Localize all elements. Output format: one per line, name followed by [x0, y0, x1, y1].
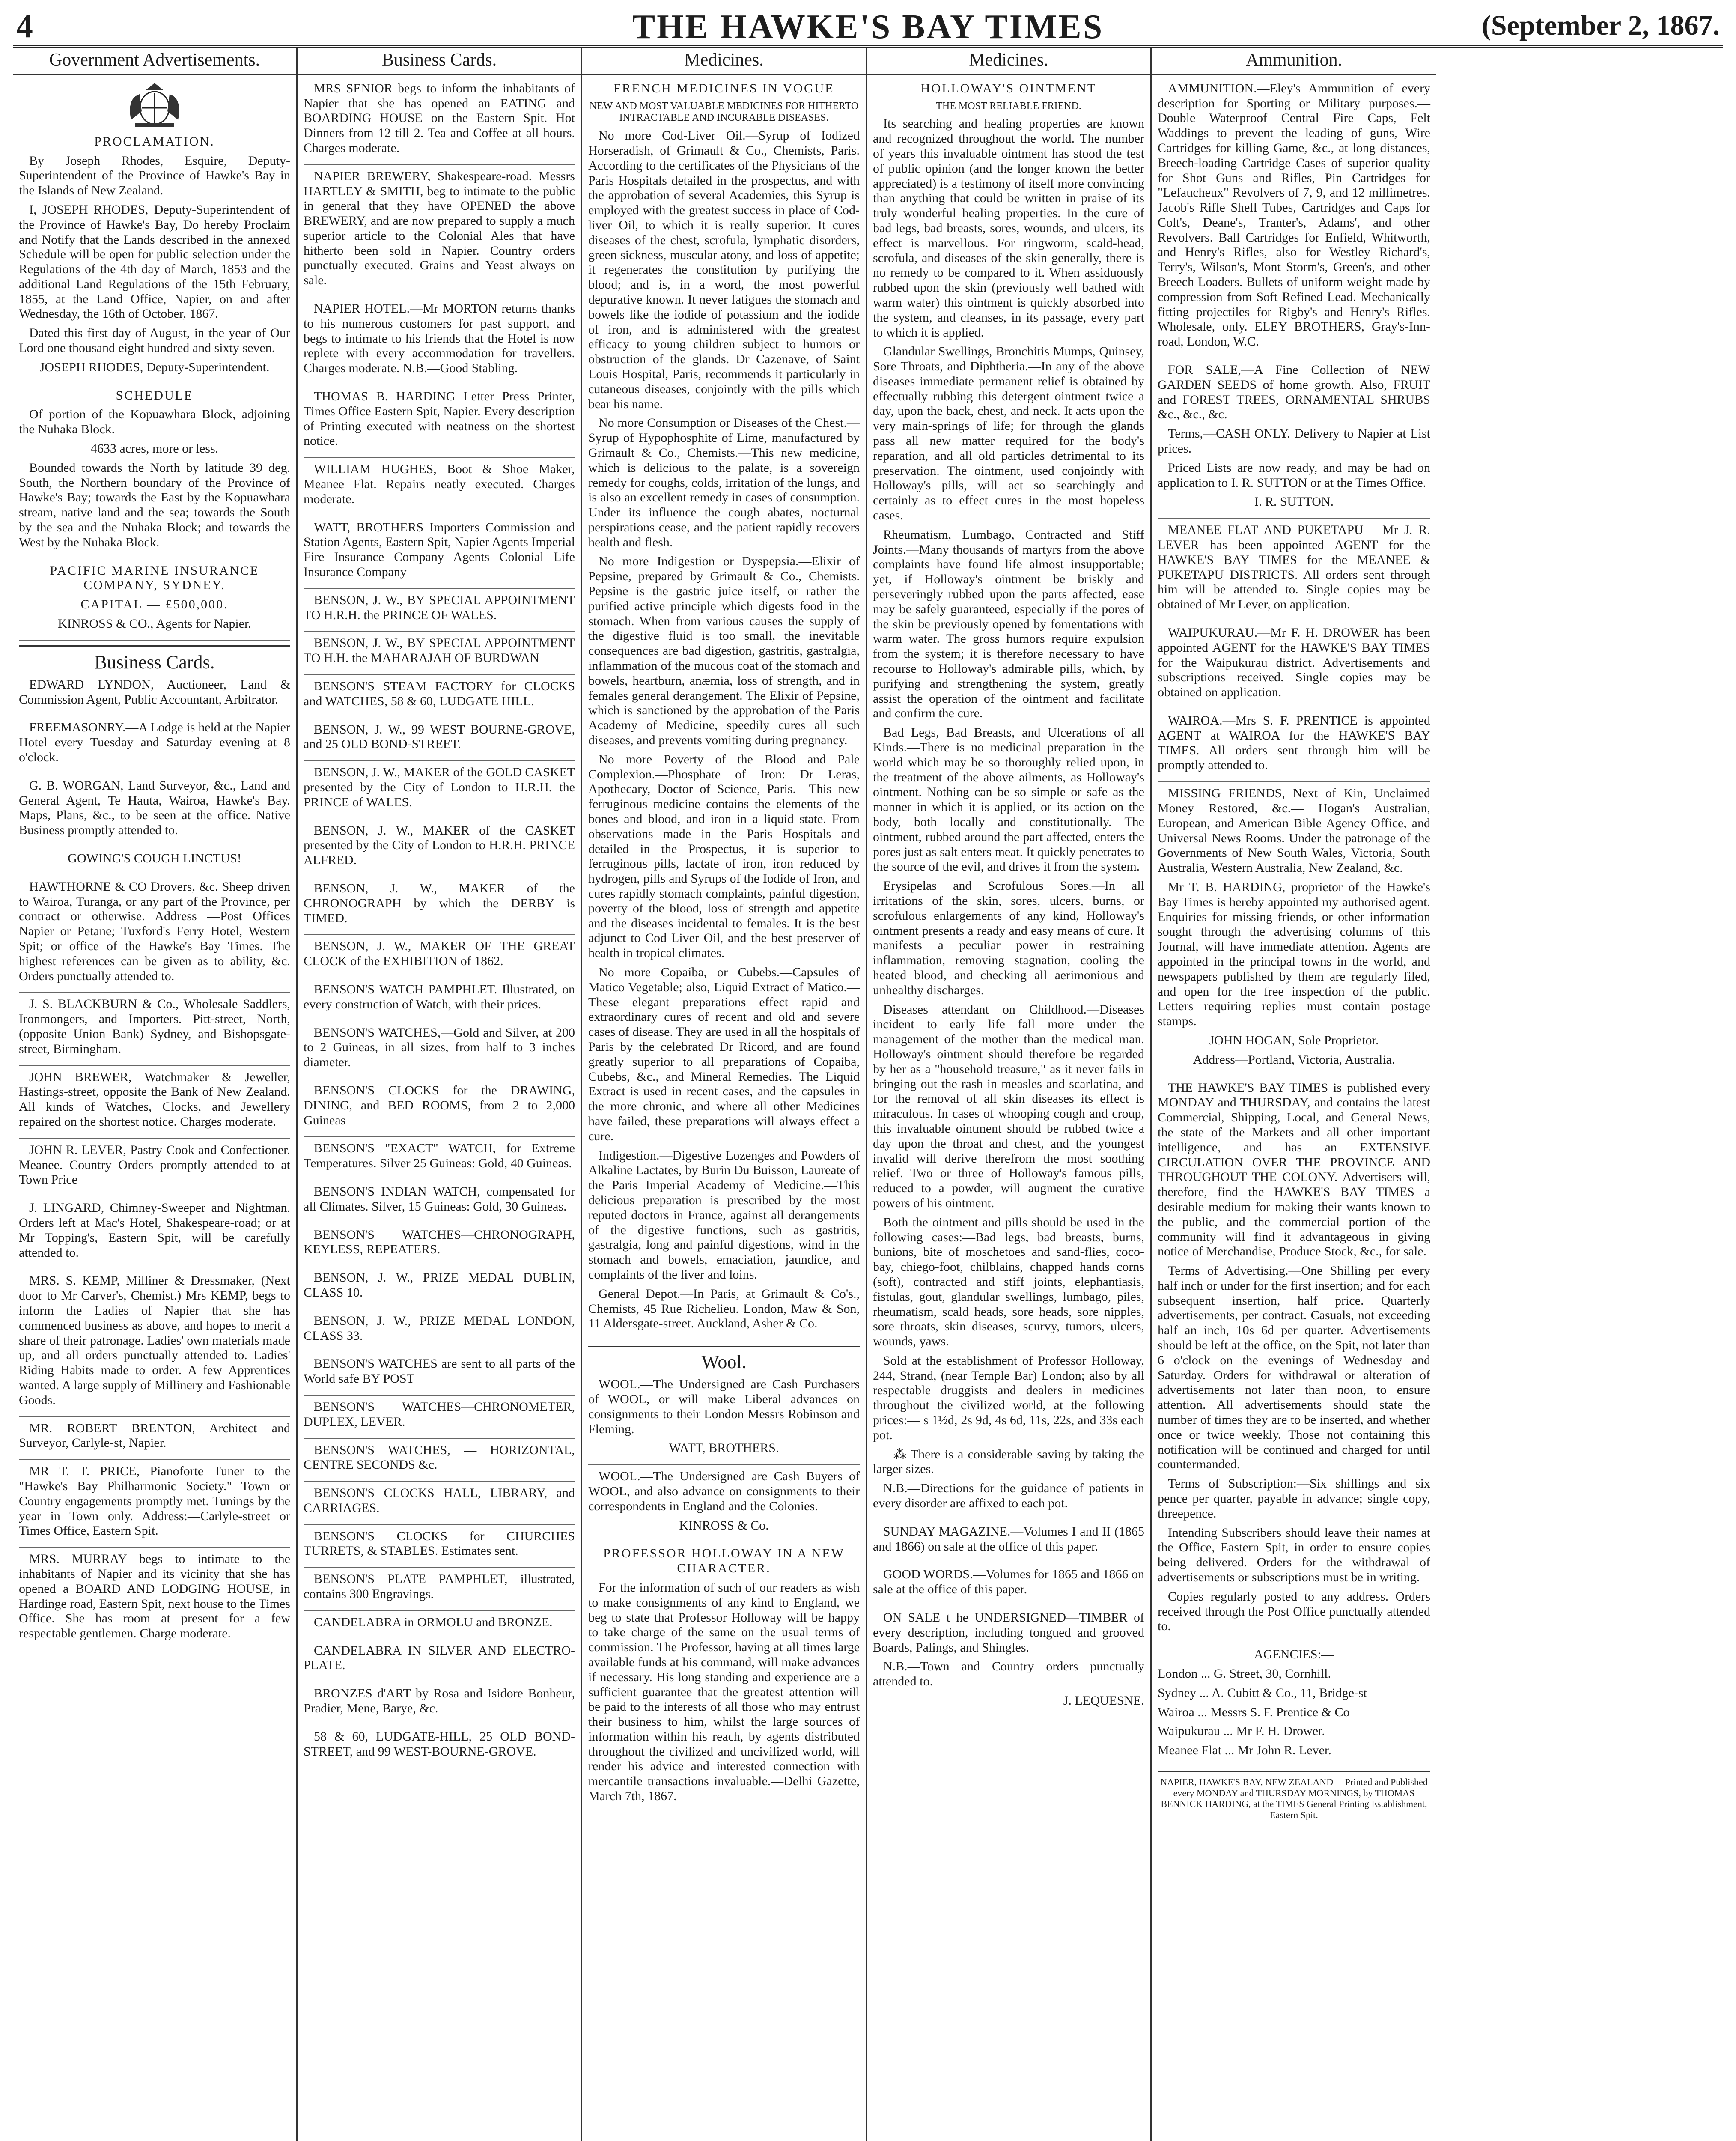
page-number: 4 — [16, 7, 33, 45]
advert-title: HOLLOWAY'S OINTMENT — [920, 81, 1097, 95]
business-card — [19, 1070, 290, 1139]
business-card — [304, 1083, 575, 1137]
missing-friends-advert — [1158, 786, 1430, 1076]
ammunition-advert — [1158, 81, 1430, 358]
french-medicines-advert — [588, 81, 860, 1340]
business-card — [304, 722, 575, 761]
business-card — [304, 593, 575, 632]
column-heading: Ammunition. — [1152, 48, 1436, 75]
business-card — [304, 1572, 575, 1611]
proclamation — [19, 134, 290, 384]
capital-line: CAPITAL — £500,000. — [80, 597, 229, 612]
sunday-magazine-notice — [873, 1524, 1144, 1563]
card-text: CANDELABRA IN SILVER AND ELECTRO-PLATE. — [304, 1643, 575, 1673]
business-card — [304, 462, 575, 516]
card-text: BENSON, J. W., 99 WEST BOURNE-GROVE, and 25 OLD BOND-STREET. — [304, 722, 575, 751]
business-card — [304, 1357, 575, 1396]
paragraph — [873, 1447, 1144, 1477]
section-heading-wool: Wool. — [701, 1351, 747, 1373]
paragraph: GOOD WORDS.—Volumes for 1865 and 1866 on sale at the office of this paper. — [873, 1567, 1144, 1597]
signature: JOSEPH RHODES, Deputy-Superintendent. — [39, 360, 270, 374]
card-text: BRONZES d'ART by Rosa and Isidore Bonheur, Pradier, Mene, Barye, &c. — [304, 1686, 575, 1716]
agencies-title: AGENCIES:— — [1254, 1647, 1334, 1662]
signature: WATT, BROTHERS. — [669, 1441, 779, 1455]
business-card — [304, 301, 575, 385]
column-ammunition — [1152, 48, 1436, 2141]
schedule-title: SCHEDULE — [116, 388, 194, 403]
card-text: MRS SENIOR begs to inform the inhabitants of Napier that she has opened an EATING and BOARDING HOUSE on the Eastern Spit. Hot Dinners from 12 till 2. Tea and Coffee at all hours. Charges moderate. — [304, 81, 575, 155]
card-text: BENSON'S PLATE PAMPHLET, illustrated, contains 300 Engravings. — [304, 1572, 575, 1601]
agent-notice-waipukurau — [1158, 626, 1430, 709]
card-text: MRS. S. KEMP, Milliner & Dressmaker, (Next door to Mr Carver's, Chemist.) Mrs KEMP, begs to inform the Ladies of Napier that she has commenced business as above, and hopes to merit a share of their patronage. Ladies' own materials made up, and all orders punctually attended to. Ladies' Riding Habits made to order. A few Apprentices wanted. A large supply of Millinery and Fashionable Goods. — [19, 1273, 290, 1407]
column-heading: Medicines. — [867, 48, 1150, 75]
card-text: BENSON, J. W., MAKER of the GOLD CASKET presented by the City of London to H.R.H. the PRINCE of WALES. — [304, 765, 575, 809]
asterism-icon: ⁂ — [893, 1447, 906, 1461]
column-medicines-holloway — [867, 48, 1152, 2141]
notice-title: PACIFIC MARINE INSURANCE COMPANY, SYDNEY. — [50, 563, 259, 593]
business-card — [304, 1643, 575, 1682]
paragraph: WAIPUKURAU.—Mr F. H. DROWER has been appointed AGENT for the HAWKE'S BAY TIMES for the Waipukurau district. Advertisements and subscriptions received. Single copies may be obtained on application. — [1158, 626, 1430, 700]
paragraph: Diseases attendant on Childhood.—Diseases incident to early life fall more under the management of the mother than the medical man. Holloway's ointment should therefore be regarded by her as a "household treasure," as it never fails in bringing out the rash in measles and scarlatina, and for the removal of all skin diseases its effect is miraculous. In cases of whooping cough and croup, this invaluable ointment should be rubbed twice a day upon the throat and chest, and the youngest invalid will derive therefrom the most soothing relief. Two or three of Holloway's famous pills, reduced to a powder, will augment the curative powers of his ointment. — [873, 1002, 1144, 1210]
agent-notice-meanee — [1158, 523, 1430, 621]
card-text: BENSON, J. W., PRIZE MEDAL DUBLIN, CLASS 10. — [304, 1270, 575, 1300]
proclamation-title: PROCLAMATION. — [94, 134, 215, 149]
paragraph: Its searching and healing properties are known and recognized throughout the world. The number of years this invaluable ointment has stood the test of public opinion (and the longer known the better appreciated) is a testimony of itself more convincing than anything that could be written in praise of its truly wonderful healing properties. In the cure of bad legs, bad breasts, sores, wounds, and ulcers, its effect is marvellous. For ringworm, scald-head, scrofula, and diseases of the skin generally, there is no remedy to be compared to it. When assiduously rubbed upon the skin (previously well bathed with warm water) this ointment is quickly absorbed into the system, and cleanses, in its passage, every part to which it is applied. — [873, 116, 1144, 340]
card-text: BENSON, J. W., MAKER of the CASKET presented by the City of London to H.R.H. PRINCE ALFRED. — [304, 823, 575, 868]
business-card — [19, 720, 290, 774]
advert-title: FRENCH MEDICINES IN VOGUE — [613, 81, 834, 95]
card-text: BENSON'S WATCH PAMPHLET. Illustrated, on every construction of Watch, with their prices. — [304, 982, 575, 1011]
card-text: BENSON, J. W., BY SPECIAL APPOINTMENT TO H.R.H. the PRINCE OF WALES. — [304, 593, 575, 622]
card-text: BENSON, J. W., BY SPECIAL APPOINTMENT TO H.H. the MAHARAJAH OF BURDWAN — [304, 636, 575, 665]
card-text: BENSON, J. W., MAKER OF THE GREAT CLOCK of the EXHIBITION of 1862. — [304, 939, 575, 969]
card-text: NAPIER HOTEL.—Mr MORTON returns thanks to his numerous customers for past support, and begs to intimate to his friends that the Hotel is now replete with every accommodation for travellers. Charges moderate. N.B.—Good Stabling. — [304, 301, 575, 376]
business-card — [19, 1201, 290, 1269]
newspaper-title: THE HAWKE'S BAY TIMES — [632, 8, 1104, 46]
card-text: NAPIER BREWERY, Shakespeare-road. Messrs HARTLEY & SMITH, beg to intimate to the public in general that they have OPENED the above BREWERY, and are now prepared to supply a much superior article to the Colonial Ales that have hitherto been sold in Napier. Country orders punctually executed. Grains and Yeast always on sale. — [304, 169, 575, 288]
good-words-notice — [873, 1567, 1144, 1606]
paragraph: Glandular Swellings, Bronchitis Mumps, Quinsey, Sore Throats, and Diphtheria.—In any of the above diseases immediate permanent relief is obtained by effectually rubbing this detergent ointment twice a day, upon the back, chest, and neck. It acts upon the very main-springs of life; for through the glands pass all new matter required for the body's reparation, and all old particles detrimental to its preservation. The ointment, used conjointly with Holloway's pills, will act so searchingly and certainly as to effect cures in the most hopeless cases. — [873, 344, 1144, 523]
business-card — [304, 1400, 575, 1439]
paragraph: Indigestion.—Digestive Lozenges and Powders of Alkaline Lactates, by Burin Du Buisson, Laureate of the Paris Imperial Academy of Medicine.—This delicious preparation is prescribed by the most reputed doctors in France, against all derangements of the digestive functions, such as gastritis, gastralgia, long and painful digestions, wind in the stomach and bowels, emaciation, jaundice, and complaints of the liver and loins. — [588, 1148, 860, 1282]
paragraph: No more Copaiba, or Cubebs.—Capsules of Matico Vegetable; also, Liquid Extract of Matico.—These elegant preparations effect rapid and extraordinary cures of recent and old and severe cases of disease. They are used in all the hospitals of Paris by the celebrated Dr Ricord, and are found greatly superior to all preparations of Copaiba, Cubebs, &c., and Mineral Remedies. The Liquid Extract is used in recent cases, and the capsules in the more chronic, and where all other Medicines have failed, these preparations will always effect a cure. — [588, 965, 860, 1143]
paragraph: Terms of Advertising.—One Shilling per every half inch or under for the first insertion; and for each subsequent insertion, half price. Quarterly advertisements, per contract. Casuals, not exceeding half an inch, 10s 6d per quarter. Advertisements should be left at the office, on the Spit, not later than 6 o'clock on the evenings of Wednesday and Saturday. Orders for withdrawal or alteration of advertisements not later than noon, to ensure attention. All advertisements should state the number of times they are to be inserted, and whether once or twice weekly. Those not containing this notification will be continued and charged for until countermanded. — [1158, 1264, 1430, 1472]
wool-advert — [588, 1469, 860, 1542]
paragraph: By Joseph Rhodes, Esquire, Deputy-Superintendent of the Province of Hawke's Bay in the Islands of New Zealand. — [19, 153, 290, 198]
paragraph: AMMUNITION.—Eley's Ammunition of every description for Sporting or Military purposes.—Double Waterproof Central Fire Caps, Felt Waddings to prevent the leading of guns, Wire Cartridges for killing Game, &c., at long distances, Breech-loading Cartridge Cases of superior quality for Shot Guns and Rifles, Pin Cartridges for "Lefaucheux" Revolvers of 7, 9, and 12 millimetres. Jacob's Rifle Shell Tubes, Cartridges and Caps for Colt's, Deane's, Tranter's, Adams', and other Revolvers. Ball Cartridges for Enfield, Whitworth, and Henry's Rifles, also for Westley Richard's, Terry's, Wilson's, Mont Storm's, Green's, and other Breech Loaders. Bullets of uniform weight made by compression from Soft Refined Lead. Mechanically fitting projectiles for Rigby's and Henry's Rifles. Wholesale, only. ELEY BROTHERS, Gray's-Inn-road, London, W.C. — [1158, 81, 1430, 349]
business-card — [19, 851, 290, 875]
paragraph: SUNDAY MAGAZINE.—Volumes I and II (1865 and 1866) on sale at the office of this paper. — [873, 1524, 1144, 1554]
address-line: Address—Portland, Victoria, Australia. — [1193, 1052, 1395, 1067]
paragraph: Of portion of the Kopuawhara Block, adjoining the Nuhaka Block. — [19, 407, 290, 437]
business-card — [304, 520, 575, 589]
card-text: J. LINGARD, Chimney-Sweeper and Nightman. Orders left at Mac's Hotel, Shakespeare-road; or at Mr Topping's, Eastern Spit, will be carefully attended to. — [19, 1201, 290, 1260]
card-text: G. B. WORGAN, Land Surveyor, &c., Land and General Agent, Te Hauta, Wairoa, Hawke's Bay. Maps, Plans, &c., to be seen at the office. Native Business promptly attended to. — [19, 778, 290, 838]
column-business-cards — [298, 48, 582, 2141]
business-card — [19, 880, 290, 993]
card-text: BENSON'S WATCHES,—Gold and Silver, at 200 to 2 Guineas, in all sizes, from half to 3 inches diameter. — [304, 1025, 575, 1070]
paragraph: For the information of such of our readers as wish to make consignments of any kind to England, we beg to state that Professor Holloway will be happy to take charge of the same on the usual terms of commission. The Professor, having at all times large available funds at his command, will make advances if necessary. His long standing and experience are a sufficient guarantee that the greatest attention will be paid to the interests of all those who may entrust their business to him, whilst the large sources of information within his reach, by agents distributed throughout the civilized and uncivilized world, will render his advice and interested connection with mercantile transactions invaluable.—Delhi Gazette, March 7th, 1867. — [588, 1580, 860, 1804]
signature: I. R. SUTTON. — [1254, 495, 1334, 509]
agencies-list — [1158, 1647, 1430, 1767]
card-text: 58 & 60, LUDGATE-HILL, 25 OLD BOND-STREET, and 99 WEST-BOURNE-GROVE. — [304, 1729, 575, 1759]
card-text: BENSON'S "EXACT" WATCH, for Extreme Temperatures. Silver 25 Guineas: Gold, 40 Guineas. — [304, 1141, 575, 1171]
column-heading: Medicines. — [582, 48, 866, 75]
business-card — [304, 679, 575, 718]
advert-subtitle: THE MOST RELIABLE FRIEND. — [936, 100, 1081, 112]
agent-notice-wairoa — [1158, 713, 1430, 782]
business-card — [304, 636, 575, 675]
paragraph: Copies regularly posted to any address. Orders received through the Post Office punctually attended to. — [1158, 1589, 1430, 1634]
paragraph: N.B.—Directions for the guidance of patients in every disorder are affixed to each pot. — [873, 1481, 1144, 1511]
card-text: MR. ROBERT BRENTON, Architect and Surveyor, Carlyle-st, Napier. — [19, 1421, 290, 1450]
agents-line: KINROSS & CO., Agents for Napier. — [58, 617, 251, 631]
business-card — [304, 1228, 575, 1267]
card-text: WILLIAM HUGHES, Boot & Shoe Maker, Meanee Flat. Repairs neatly executed. Charges moderate. — [304, 462, 575, 506]
business-card — [304, 1729, 575, 1768]
column-heading: Government Advertisements. — [13, 48, 296, 75]
signature: JOHN HOGAN, Sole Proprietor. — [1209, 1033, 1379, 1047]
card-text: WATT, BROTHERS Importers Commission and Station Agents, Eastern Spit, Napier Agents Imperial Fire Insurance Company Agents Colonial Life Insurance Company — [304, 520, 575, 579]
card-text: HAWTHORNE & CO Drovers, &c. Sheep driven to Wairoa, Turanga, or any part of the Province, per contract or otherwise. Address —Post Offices Napier or Petane; Tuxford's Ferry Hotel, Western Spit; or office of the Hawke's Bay Times. The highest references can be given as to ability, &c. Orders punctually attended to. — [19, 879, 290, 983]
card-text: BENSON'S WATCHES—CHRONOGRAPH, KEYLESS, REPEATERS. — [304, 1227, 575, 1257]
paragraph: 4633 acres, more or less. — [90, 441, 219, 456]
card-text: BENSON'S CLOCKS HALL, LIBRARY, and CARRIAGES. — [304, 1486, 575, 1515]
agency-line: London ... G. Street, 30, Cornhill. — [1158, 1667, 1331, 1681]
paragraph: N.B.—Town and Country orders punctually attended to. — [873, 1659, 1144, 1689]
business-card — [19, 997, 290, 1065]
newspaper-terms — [1158, 1081, 1430, 1643]
paragraph: Sold at the establishment of Professor Holloway, 244, Strand, (near Temple Bar) London; also by all respectable druggists and dealers in medicines throughout the civilized world, at the following prices:— s 1½d, 2s 9d, 4s 6d, 11s, 22s, and 33s each pot. — [873, 1353, 1144, 1442]
column-government-advertisements — [13, 48, 298, 2141]
business-card — [304, 765, 575, 819]
card-text: JOHN R. LEVER, Pastry Cook and Confectioner. Meanee. Country Orders promptly attended to at Town Price — [19, 1142, 290, 1187]
business-card — [304, 881, 575, 935]
business-card — [19, 1464, 290, 1548]
paragraph: General Depot.—In Paris, at Grimault & Co's., Chemists, 45 Rue Richelieu. London, Maw & Son, 11 Aldersgate-street. Auckland, Asher & Co. — [588, 1286, 860, 1331]
business-card — [304, 982, 575, 1021]
agency-line: Sydney ... A. Cubitt & Co., 11, Bridge-st — [1158, 1685, 1367, 1700]
business-card — [19, 677, 290, 716]
card-text: BENSON'S INDIAN WATCH, compensated for all Climates. Silver, 15 Guineas: Gold, 30 Guineas. — [304, 1184, 575, 1214]
business-card — [19, 1143, 290, 1196]
paragraph: FOR SALE,—A Fine Collection of NEW GARDEN SEEDS of home growth. Also, FRUIT and FOREST TREES, ORNAMENTAL SHRUBS &c., &c., &c. — [1158, 363, 1430, 422]
paragraph: Rheumatism, Lumbago, Contracted and Stiff Joints.—Many thousands of martyrs from the above complaints have found life almost insupportable; yet, if Holloway's ointment be briskly and perseveringly rubbed upon the parts affected, ease may be safely guaranteed, especially if the pores of the skin be previously opened by fomentations with warm water. The gross humors require expulsion from the system; it is therefore necessary to have recourse to Holloway's admirable pills, which, by purifying and strengthening the system, greatly assist the operation of the ointment and facilitate and confirm the cure. — [873, 527, 1144, 721]
paragraph: No more Cod-Liver Oil.—Syrup of Iodized Horseradish, of Grimault & Co., Chemists, Paris. According to the certificates of the Physicians of the Paris Hospitals detailed in the prospectus, and with the approbation of several Academies, this Syrup is employed with the greatest success in place of Cod-liver Oil, to which it is really superior. It cures diseases of the chest, scrofula, lymphatic disorders, green sickness, muscular atony, and loss of appetite; it regenerates the constitution by purifying the blood; and is, in a word, the most powerful depurative known. It never fatigues the stomach and bowels like the iodide of potassium and the iodide of iron, and is administered with the greatest efficacy to young children subject to humors or obstruction of the glands. Dr Cazenave, of Saint Louis Hospital, Paris, recommends it particularly in cutaneous diseases, conjointly with the pills which bear his name. — [588, 128, 860, 411]
business-card — [304, 1026, 575, 1079]
paragraph: Bad Legs, Bad Breasts, and Ulcerations of all Kinds.—There is no medicinal preparation in the world which may be so thoroughly relied upon, in the treatment of the above ailments, as Holloway's ointment. Nothing can be so simple or safe as the manner in which it is applied, or its action on the body, both locally and constitutionally. The ointment, rubbed around the part affected, enters the pores just as salt enters meat. It quickly penetrates to the source of the evil, and drives it from the system. — [873, 725, 1144, 874]
royal-crest-icon — [122, 81, 187, 128]
business-card — [304, 389, 575, 458]
business-card — [19, 1421, 290, 1460]
column-heading: Business Cards. — [298, 48, 581, 75]
garden-seeds-advert — [1158, 363, 1430, 519]
paragraph: Terms of Subscription:—Six shillings and six pence per quarter, payable in advance; single copy, threepence. — [1158, 1476, 1430, 1521]
paragraph: Mr T. B. HARDING, proprietor of the Hawke's Bay Times is hereby appointed my authorised agent. Enquiries for missing friends, or other information sought through the advertising columns of this Journal, will have immediate attention. Agents are appointed in the principal towns in the world, and newspapers published by them are regularly filed, and open for the free inspection of the public. Letters requiring replies must contain postage stamps. — [1158, 880, 1430, 1029]
divider — [19, 645, 290, 647]
paragraph: Priced Lists are now ready, and may be had on application to I. R. SUTTON or at the Times Office. — [1158, 460, 1430, 490]
card-text: BENSON'S STEAM FACTORY for CLOCKS and WATCHES, 58 & 60, LUDGATE HILL. — [304, 679, 575, 708]
card-text: BENSON'S CLOCKS for the DRAWING, DINING, and BED ROOMS, from 2 to 2,000 Guineas — [304, 1083, 575, 1127]
paragraph: No more Indigestion or Dyspepsia.—Elixir of Pepsine, prepared by Grimault & Co., Chemists. Pepsine is the gastric juice itself, or rather the purified active principle which digests food in the stomach. When from various causes the supply of the digestive fluid is too small, the inevitable consequences are bad digestion, gastritis, gastralgia, inflammation of the mucous coat of the stomach and bowels, heartburn, anæmia, loss of strength, and in females general derangement. The Elixir of Pepsine, which is sanctioned by the approbation of the Paris Academy of Medicine, speedily cures all such diseases, and prevents vomiting during pregnancy. — [588, 554, 860, 748]
business-card — [304, 1314, 575, 1353]
signature: J. LEQUESNE. — [1063, 1694, 1144, 1708]
paragraph: MISSING FRIENDS, Next of Kin, Unclaimed Money Restored, &c.— Hogan's Australian, European, and American Bible Agency Office, and Universal News Rooms. Under the patronage of the Governments of New South Wales, Victoria, South Australia, Western Australia, New Zealand, &c. — [1158, 786, 1430, 875]
signature: KINROSS & Co. — [679, 1518, 769, 1533]
card-text: GOWING'S COUGH LINCTUS! — [68, 851, 241, 866]
paragraph: THE HAWKE'S BAY TIMES is published every MONDAY and THURSDAY, and contains the latest Commercial, Shipping, Local, and General News, the state of the Markets and all other important intelligence, and has an EXTENSIVE CIRCULATION OVER THE PROVINCE AND THROUGHOUT THE COLONY. Advertisers will, therefore, find the HAWKE'S BAY TIMES a desirable medium for making their wants known to the public, and the commercial portion of the community will find it advantageous in giving notice of Merchandise, Produce Stock, &c., for sale. — [1158, 1080, 1430, 1259]
agency-line: Meanee Flat ... Mr John R. Lever. — [1158, 1743, 1331, 1758]
paragraph: No more Poverty of the Blood and Pale Complexion.—Phosphate of Iron: Dr Leras, Apothecary, Doctor of Science, Paris.—This new ferruginous medicine contains the elements of the bones and blood, and iron in a liquid state. From observations made in the Paris Hospitals and detailed in the Prospectus, it is superior to ferruginous pills, lactate of iron, iron reduced by hydrogen, pills and Syrups of the Iodide of Iron, and cures rapidly stomach complaints, painful digestion, poverty of the blood, loss of strength and appetite and the diseases incidental to females. It is the best adjunct to Cod Liver Oil, and the best preserver of health in tropical climates. — [588, 752, 860, 960]
paragraph: Intending Subscribers should leave their names at the Office, Eastern Spit, in order to ensure copies being delivered. Orders for the withdrawal of advertisements or subscriptions must be in writing. — [1158, 1525, 1430, 1585]
holloway-consignment-advert — [588, 1546, 860, 1813]
business-card — [19, 778, 290, 847]
card-text: THOMAS B. HARDING Letter Press Printer, Times Office Eastern Spit, Napier. Every description of Printing executed with neatness on the shortest notice. — [304, 389, 575, 448]
paragraph: I, JOSEPH RHODES, Deputy-Superintendent of the Province of Hawke's Bay, Do hereby Proclaim and Notify that the Lands described in the annexed Schedule will be open for public selection under the Regulations of the 4th day of March, 1853 and the additional Land Regulations of the 15th February, 1855, at the Land Office, Napier, on and after Wednesday, the 16th of October, 1867. — [19, 202, 290, 321]
printer-imprint: NAPIER, HAWKE'S BAY, NEW ZEALAND— Printed and Published every MONDAY and THURSDAY MORNINGS, by THOMAS BENNICK HARDING, at the TIMES General Printing Establishment, Eastern Spit. — [1158, 1771, 1430, 1820]
business-card — [304, 1141, 575, 1180]
card-text: FREEMASONRY.—A Lodge is held at the Napier Hotel every Tuesday and Saturday evening at 8 o'clock. — [19, 720, 290, 765]
paragraph: WAIROA.—Mrs S. F. PRENTICE is appointed AGENT at WAIROA for the HAWKE'S BAY TIMES. All orders sent through him will be promptly attended to. — [1158, 713, 1430, 772]
card-text: BENSON'S WATCHES—CHRONOMETER, DUPLEX, LEVER. — [304, 1399, 575, 1429]
card-text: JOHN BREWER, Watchmaker & Jeweller, Hastings-street, opposite the Bank of New Zealand. All kinds of Watches, Clocks, and Jewellery repaired on the shortest notice. Charges moderate. — [19, 1070, 290, 1129]
card-text: J. S. BLACKBURN & Co., Wholesale Saddlers, Ironmongers, and Importers. Pitt-street, North, (opposite Union Bank) Sydney, and Bishopsgate-street, Birmingham. — [19, 997, 290, 1056]
card-text: MR T. T. PRICE, Pianoforte Tuner to the "Hawke's Bay Philharmonic Society." Town or Country engagements promptly met. Tunings by the year in Town only. Address:—Carlyle-street or Times Office, Eastern Spit. — [19, 1464, 290, 1538]
agency-line: Wairoa ... Messrs S. F. Prentice & Co — [1158, 1705, 1350, 1719]
paragraph: Dated this first day of August, in the year of Our Lord one thousand eight hundred and sixty seven. — [19, 326, 290, 355]
wool-advert — [588, 1377, 860, 1465]
insurance-notice — [19, 564, 290, 641]
issue-date: (September 2, 1867. — [1481, 10, 1720, 41]
advert-title: PROFESSOR HOLLOWAY IN A NEW CHARACTER. — [603, 1546, 845, 1576]
agency-line: Waipukurau ... Mr F. H. Drower. — [1158, 1724, 1325, 1738]
card-text: MRS. MURRAY begs to intimate to the inhabitants of Napier and its vicinity that she has opened a BOARD AND LODGING HOUSE, in Hardinge road, Eastern Spit, next house to the Times Office. She has room at present for a few respectable gentlemen. Charge moderate. — [19, 1552, 290, 1641]
business-card — [304, 169, 575, 297]
business-card — [304, 1184, 575, 1223]
columns-container — [13, 48, 1723, 2141]
paragraph: ON SALE t he UNDERSIGNED—TIMBER of every description, including tongued and grooved Boards, Palings, and Shingles. — [873, 1610, 1144, 1655]
holloway-ointment-advert — [873, 81, 1144, 1520]
masthead — [13, 6, 1723, 48]
paragraph: Bounded towards the North by latitude 39 deg. South, the Northern boundary of the Province of Hawke's Bay; towards the East by the Kopuawhara stream, native land and the sea; towards the South by the sea and the Nuhaka Block; and towards the West by the Nuhaka Block. — [19, 460, 290, 549]
business-card — [304, 1686, 575, 1725]
business-card — [304, 1529, 575, 1568]
business-card — [19, 1552, 290, 1650]
column-medicines-french — [582, 48, 867, 2141]
paragraph: Both the ointment and pills should be used in the following cases:—Bad legs, bad breasts, burns, bunions, bite of moschetoes and sand-flies, coco-bay, chiego-foot, chilblains, chapped hands corns (soft), contracted and stiff joints, elephantiasis, fistulas, gout, glandular swellings, lumbago, piles, rheumatism, scald heads, sore heads, sore nipples, sore throats, skin diseases, scurvy, tumors, ulcers, wounds, yaws. — [873, 1215, 1144, 1349]
business-card — [304, 939, 575, 978]
business-card — [304, 81, 575, 165]
note-text: There is a considerable saving by taking the larger sizes. — [873, 1447, 1144, 1476]
card-text: CANDELABRA in ORMOLU and BRONZE. — [314, 1615, 553, 1629]
divider — [588, 1345, 860, 1347]
paragraph: MEANEE FLAT AND PUKETAPU —Mr J. R. LEVER has been appointed AGENT for the HAWKE'S BAY TIMES for the MEANEE & PUKETAPU DISTRICTS. All orders sent through him will be attended to. Single copies may be obtained of Mr Lever, on application. — [1158, 523, 1430, 612]
advert-subtitle: NEW AND MOST VALUABLE MEDICINES FOR HITHERTO INTRACTABLE AND INCURABLE DISEASES. — [589, 100, 859, 124]
card-text: BENSON, J. W., MAKER of the CHRONOGRAPH by which the DERBY is TIMED. — [304, 881, 575, 925]
card-text: EDWARD LYNDON, Auctioneer, Land & Commission Agent, Public Accountant, Arbitrator. — [19, 677, 290, 707]
card-text: BENSON'S WATCHES, — HORIZONTAL, CENTRE SECONDS &c. — [304, 1443, 575, 1472]
business-card — [304, 823, 575, 877]
business-card — [304, 1615, 575, 1639]
card-text: BENSON, J. W., PRIZE MEDAL LONDON, CLASS 33. — [304, 1313, 575, 1343]
paragraph: Erysipelas and Scrofulous Sores.—In all irritations of the skin, sores, ulcers, burns, or scrofulous enlargements of any kind, Holloway's ointment presents a ready and easy means of cure. It manifests a peculiar power in restraining inflammation, removing stagnation, cooling the heated blood, and checking all aerimonious and unhealthy discharges. — [873, 879, 1144, 997]
schedule — [19, 388, 290, 559]
card-text: BENSON'S CLOCKS for CHURCHES TURRETS, & STABLES. Estimates sent. — [304, 1529, 575, 1558]
business-card — [304, 1270, 575, 1309]
paragraph: Terms,—CASH ONLY. Delivery to Napier at List prices. — [1158, 426, 1430, 456]
paragraph: No more Consumption or Diseases of the Chest.—Syrup of Hypophosphite of Lime, manufactured by Grimault & Co., Chemists.—This new medicine, which is delicious to the palate, is a sovereign remedy for coughs, colds, irritation of the lungs, and is also an excellent remedy in cases of consumption. Under its influence the cough abates, nocturnal perspirations cease, and the patient rapidly recovers health and flesh. — [588, 416, 860, 549]
paragraph: WOOL.—The Undersigned are Cash Buyers of WOOL, and also advance on consignments to their correspondents in England and the Colonies. — [588, 1469, 860, 1513]
card-text: BENSON'S WATCHES are sent to all parts of the World safe BY POST — [304, 1357, 575, 1386]
timber-notice — [873, 1610, 1144, 1717]
business-card — [304, 1486, 575, 1525]
business-card — [304, 1443, 575, 1482]
section-heading: Business Cards. — [94, 651, 215, 673]
business-card — [19, 1273, 290, 1416]
paragraph: WOOL.—The Undersigned are Cash Purchasers of WOOL, or will make Liberal advances on consignments to their London Messrs Robinson and Fleming. — [588, 1377, 860, 1436]
